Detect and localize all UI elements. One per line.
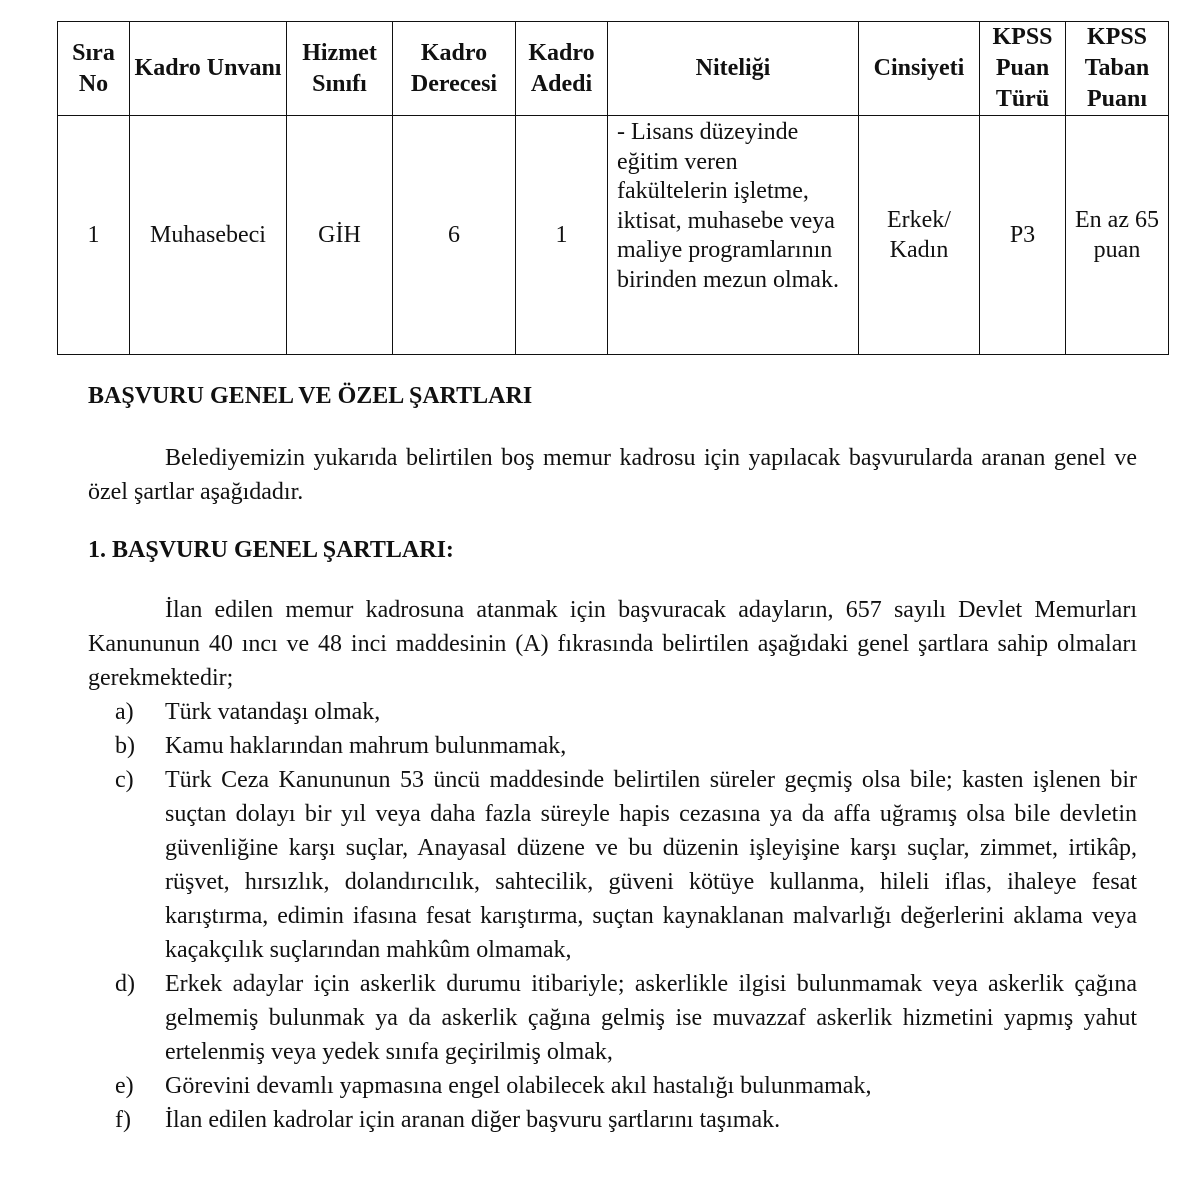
list-item-text: Görevini devamlı yapmasına engel olabilecek akıl hastalığı bulunmamak, — [165, 1073, 872, 1099]
header-kpss-puan-turu: KPSS Puan Türü — [980, 22, 1066, 116]
list-marker: b) — [115, 733, 135, 759]
list-item — [88, 967, 1137, 1069]
list-marker: c) — [115, 767, 134, 793]
list-item-text: Türk Ceza Kanununun 53 üncü maddesinde belirtilen süreler geçmiş olsa bile; kasten işlenen bir suçtan dolayı bir yıl veya daha fazla süreyle hapis cezasına ya da affa uğramış olsa bile devletin güvenliğine karşı suçlar, Anayasal düzene ve bu düzenin işleyişine karşı suçlar, zimmet, irtikâp, rüşvet, hırsızlık, dolandırıcılık, sahtecilik, güveni kötüye kullanma, hileli iflas, ihaleye fesat karıştırma, edimin ifasına fesat karıştırma, suçtan kaynaklanan malvarlığı değerlerini aklama veya kaçakçılık suçlarından mahkûm olmamak, — [165, 767, 1137, 963]
header-kadro-adedi: Kadro Adedi — [516, 22, 608, 116]
list-item-text: Türk vatandaşı olmak, — [165, 699, 381, 725]
list-item — [88, 729, 1137, 763]
cell-kadro-adedi: 1 — [516, 116, 608, 355]
header-cinsiyeti: Cinsiyeti — [859, 22, 980, 116]
section-title: BAŞVURU GENEL VE ÖZEL ŞARTLARI — [88, 383, 533, 409]
header-niteligi: Niteliği — [608, 22, 859, 116]
list-marker: d) — [115, 971, 135, 997]
general-conditions-title: 1. BAŞVURU GENEL ŞARTLARI: — [88, 537, 454, 563]
list-item — [88, 763, 1137, 967]
conditions-list — [88, 695, 1137, 1137]
list-item-text: İlan edilen kadrolar için aranan diğer başvuru şartlarını taşımak. — [165, 1107, 781, 1133]
cell-kadro-unvani: Muhasebeci — [130, 116, 287, 355]
list-item — [88, 1103, 1137, 1137]
cell-hizmet-sinifi: GİH — [287, 116, 393, 355]
list-marker: a) — [115, 699, 134, 725]
general-conditions-intro: İlan edilen memur kadrosuna atanmak için başvuracak adayların, 657 sayılı Devlet Memurları Kanununun 40 ıncı ve 48 inci maddesinin (A) fıkrasında belirtilen aşağıdaki genel şartlara sahip olmaları gerekmektedir; — [88, 597, 1137, 691]
cell-sira-no: 1 — [58, 116, 130, 355]
cell-niteligi: - Lisans düzeyinde eğitim veren fakültelerin işletme, iktisat, muhasebe veya maliye programlarının birinden mezun olmak. — [608, 116, 859, 355]
list-item-text: Erkek adaylar için askerlik durumu itibariyle; askerlikle ilgisi bulunmamak veya askerlik çağına gelmemiş bulunmak ya da askerlik çağına gelmiş ise muvazzaf askerlik hizmetini yapmış yahut ertelenmiş veya yedek sınıfa geçirilmiş olmak, — [165, 971, 1137, 1065]
header-sira-no: Sıra No — [58, 22, 130, 116]
table-row — [58, 116, 1169, 355]
list-marker: f) — [115, 1107, 131, 1133]
cell-kpss-puan-turu: P3 — [980, 116, 1066, 355]
list-item-text: Kamu haklarından mahrum bulunmamak, — [165, 733, 567, 759]
header-hizmet-sinifi: Hizmet Sınıfı — [287, 22, 393, 116]
list-item — [88, 695, 1137, 729]
kadro-table — [57, 21, 1169, 355]
cell-kpss-taban-puani: En az 65 puan — [1066, 116, 1169, 355]
table-header-row — [58, 22, 1169, 116]
list-marker: e) — [115, 1073, 134, 1099]
intro-paragraph: Belediyemizin yukarıda belirtilen boş memur kadrosu için yapılacak başvurularda aranan genel ve özel şartlar aşağıdadır. — [88, 445, 1137, 505]
header-kpss-taban-puani: KPSS Taban Puanı — [1066, 22, 1169, 116]
header-kadro-unvani: Kadro Unvanı — [130, 22, 287, 116]
cell-cinsiyeti: Erkek/ Kadın — [859, 116, 980, 355]
list-item — [88, 1069, 1137, 1103]
header-kadro-derecesi: Kadro Derecesi — [393, 22, 516, 116]
cell-kadro-derecesi: 6 — [393, 116, 516, 355]
